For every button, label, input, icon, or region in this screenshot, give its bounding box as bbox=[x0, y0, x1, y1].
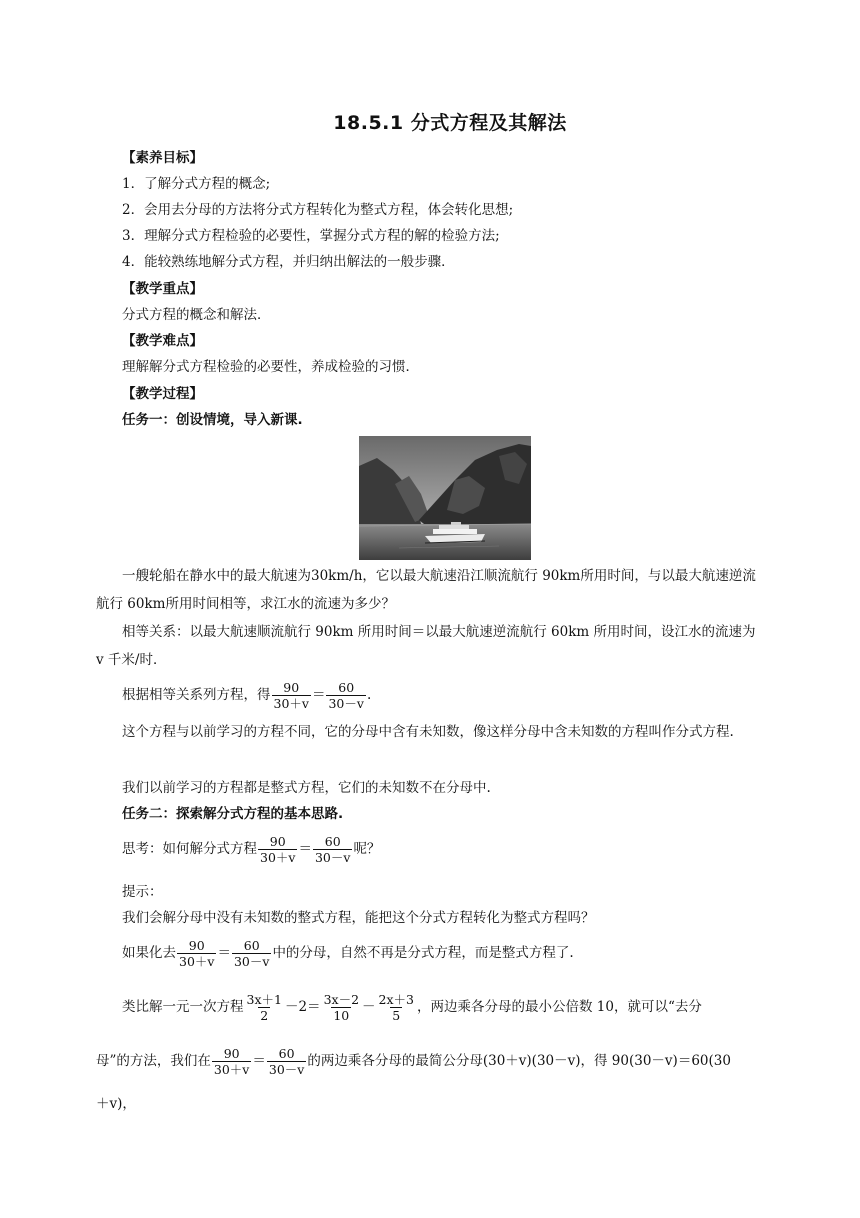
fraction-a2 bbox=[322, 992, 361, 1023]
line3-text: ＋v)， bbox=[96, 1096, 136, 1112]
fraction-numerator: 90 bbox=[269, 834, 286, 849]
task1-paragraph-4: 这个方程与以前学习的方程不同，它的分母中含有未知数，像这样分母中含未知数的方程叫作分式方程. bbox=[122, 724, 734, 740]
fraction-right bbox=[232, 938, 271, 969]
key-point-heading: 【教学重点】 bbox=[122, 281, 203, 297]
fraction-numerator: 3x＋1 bbox=[246, 992, 282, 1007]
line2-prefix: 母”的方法，我们在 bbox=[96, 1053, 211, 1069]
fraction-denominator: 10 bbox=[333, 1008, 350, 1023]
fraction-denominator: 30＋v bbox=[273, 696, 309, 711]
think-line bbox=[122, 834, 762, 865]
goal-item-1: 1．了解分式方程的概念; bbox=[122, 176, 271, 192]
equals-sign: ＝ bbox=[252, 1053, 266, 1069]
denominator-line bbox=[96, 1046, 776, 1077]
think-suffix: 呢？ bbox=[353, 841, 381, 857]
fraction-left bbox=[177, 938, 216, 969]
process-heading: 【教学过程】 bbox=[122, 386, 203, 402]
goal-item-2: 2．会用去分母的方法将分式方程转化为整式方程，体会转化思想; bbox=[122, 202, 514, 218]
if-line bbox=[122, 938, 762, 969]
if-suffix: 中的分母，自然不再是分式方程，而是整式方程了. bbox=[272, 945, 574, 961]
equation-line bbox=[122, 680, 762, 711]
analogy-suffix: ，两边乘各分母的最小公倍数 10，就可以“去分 bbox=[417, 999, 702, 1015]
difficulty-heading: 【教学难点】 bbox=[122, 333, 203, 349]
equals-sign: ＝ bbox=[298, 841, 312, 857]
equals-sign: ＝ bbox=[311, 687, 326, 703]
key-point-text: 分式方程的概念和解法． bbox=[122, 307, 271, 323]
fraction-left bbox=[272, 680, 311, 711]
fraction-denominator: 30＋v bbox=[213, 1062, 250, 1077]
fraction-denominator: 30＋v bbox=[260, 850, 296, 865]
fraction-numerator: 2x＋3 bbox=[378, 992, 414, 1007]
goal-item-4: 4．能较熟练地解分式方程，并归纳出解法的一般步骤． bbox=[122, 254, 455, 270]
task1-paragraph-1: 一艘轮船在静水中的最大航速为30km/h，它以最大航速沿江顺流航行 90km所用时间，与以最大航速逆流航行 60km所用时间相等，求江水的流速为多少？ bbox=[96, 568, 756, 612]
task1-heading: 任务一：创设情境，导入新课. bbox=[122, 412, 303, 428]
difficulty-text: 理解解分式方程检验的必要性，养成检验的习惯． bbox=[122, 359, 419, 375]
fraction-a1 bbox=[245, 992, 284, 1023]
fraction-right bbox=[267, 1046, 306, 1077]
hint-text: 我们会解分母中没有未知数的整式方程，能把这个分式方程转化为整式方程吗？ bbox=[122, 910, 595, 926]
analogy-line bbox=[122, 992, 812, 1023]
fraction-denominator: 30－v bbox=[328, 696, 364, 711]
analogy-middle: －2＝ bbox=[284, 999, 321, 1015]
fraction-denominator: 2 bbox=[260, 1008, 269, 1023]
fraction-denominator: 30－v bbox=[233, 954, 270, 969]
fraction-numerator: 60 bbox=[243, 938, 260, 953]
fraction-numerator: 90 bbox=[283, 680, 300, 695]
if-prefix: 如果化去 bbox=[122, 945, 176, 961]
line2-suffix: 的两边乘各分母的最简公分母(30＋v)(30－v)，得 90(30－v)＝60(30 bbox=[307, 1053, 731, 1069]
minus-sign: － bbox=[362, 999, 376, 1015]
hint-label: 提示： bbox=[122, 884, 163, 900]
fraction-numerator: 90 bbox=[223, 1046, 240, 1061]
analogy-prefix: 类比解一元一次方程 bbox=[122, 999, 244, 1015]
fraction-numerator: 60 bbox=[338, 680, 355, 695]
task2-heading: 任务二：探索解分式方程的基本思路. bbox=[122, 806, 344, 822]
fraction-a3 bbox=[377, 992, 416, 1023]
fraction-denominator: 30－v bbox=[314, 850, 351, 865]
fraction-denominator: 5 bbox=[392, 1008, 401, 1023]
fraction-numerator: 3x－2 bbox=[323, 992, 360, 1007]
think-prefix: 思考：如何解分式方程 bbox=[122, 841, 257, 857]
fraction-numerator: 60 bbox=[278, 1046, 295, 1061]
goals-heading: 【素养目标】 bbox=[122, 150, 203, 166]
equals-sign: ＝ bbox=[217, 945, 231, 961]
fraction-left bbox=[258, 834, 297, 865]
page-title: 18.5.1 分式方程及其解法 bbox=[333, 112, 567, 134]
fraction-numerator: 90 bbox=[188, 938, 205, 953]
river-ship-photo bbox=[359, 436, 531, 560]
equation-prefix: 根据相等关系列方程，得 bbox=[122, 687, 271, 703]
fraction-left bbox=[212, 1046, 251, 1077]
task1-paragraph-2: 相等关系：以最大航速顺流航行 90km 所用时间＝以最大航速逆流航行 60km 所用时间，设江水的流速为 v 千米/时． bbox=[96, 624, 756, 668]
goal-item-3: 3．理解分式方程检验的必要性，掌握分式方程的解的检验方法; bbox=[122, 228, 500, 244]
equation-suffix: . bbox=[366, 687, 372, 703]
task1-paragraph-5: 我们以前学习的方程都是整式方程，它们的未知数不在分母中. bbox=[122, 780, 491, 796]
fraction-right bbox=[313, 834, 352, 865]
fraction-right bbox=[326, 680, 365, 711]
fraction-numerator: 60 bbox=[324, 834, 341, 849]
fraction-denominator: 30＋v bbox=[179, 954, 215, 969]
fraction-denominator: 30－v bbox=[268, 1062, 305, 1077]
